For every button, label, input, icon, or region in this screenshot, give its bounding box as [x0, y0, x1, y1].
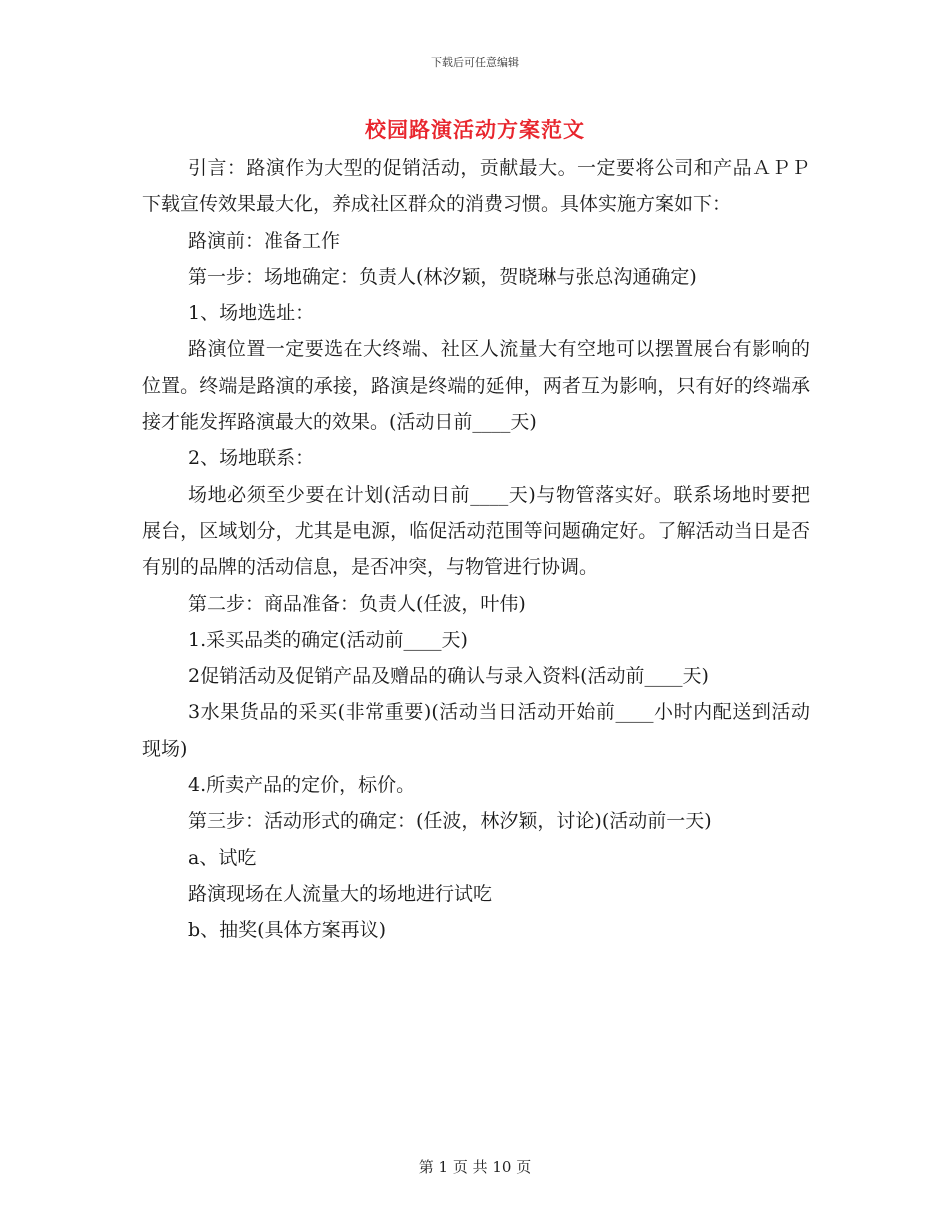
paragraph-item-2: 2促销活动及促销产品及赠品的确认与录入资料(活动前____天): [188, 665, 709, 688]
paragraph-step-one: 第一步：场地确定：负责人(林汐颖，贺晓琳与张总沟通确定): [188, 265, 697, 288]
paragraph-tasting: 路演现场在人流量大的场地进行试吃: [188, 882, 493, 905]
paragraph-item-4: 4.所卖产品的定价，标价。: [188, 774, 416, 797]
paragraph-site-contact-heading: 2、场地联系：: [188, 447, 315, 470]
paragraph-step-two: 第二步：商品准备：负责人(任波，叶伟): [188, 592, 526, 615]
paragraph-intro: 引言：路演作为大型的促销活动，贡献最大。一定要将公司和产品ＡＰＰ下载宣传效果最大化，养成社区群众的消费习惯。具体实施方案如下：: [142, 157, 810, 216]
paragraph-step-three: 第三步：活动形式的确定：(任波，林汐颖，讨论)(活动前一天): [188, 810, 712, 833]
paragraph-site-contact: 场地必须至少要在计划(活动日前____天)与物管落实好。联系场地时要把展台，区域划分，尤其是电源，临促活动范围等问题确定好。了解活动当日是否有别的品牌的活动信息，是否冲突，与物管进行协调。: [142, 483, 810, 579]
paragraph-item-1: 1.采买品类的确定(活动前____天): [188, 628, 468, 651]
paragraph-option-a: a、试吃: [188, 846, 257, 869]
paragraph-pre-roadshow: 路演前：准备工作: [188, 229, 341, 252]
header-note: 下载后可任意编辑: [431, 56, 519, 69]
document-body: [142, 150, 810, 949]
page-footer: 第 1 页 共 10 页: [418, 1158, 532, 1176]
paragraph-option-b: b、抽奖(具体方案再议): [188, 919, 386, 942]
paragraph-site-selection: 路演位置一定要选在大终端、社区人流量大有空地可以摆置展台有影响的位置。终端是路演的承接，路演是终端的延伸，两者互为影响，只有好的终端承接才能发挥路演最大的效果。(活动日前____天): [142, 338, 810, 434]
document-title: 校园路演活动方案范文: [365, 117, 585, 142]
paragraph-site-selection-heading: 1、场地选址：: [188, 302, 315, 325]
paragraph-item-3: 3水果货品的采买(非常重要)(活动当日活动开始前____小时内配送到活动现场): [142, 701, 810, 760]
